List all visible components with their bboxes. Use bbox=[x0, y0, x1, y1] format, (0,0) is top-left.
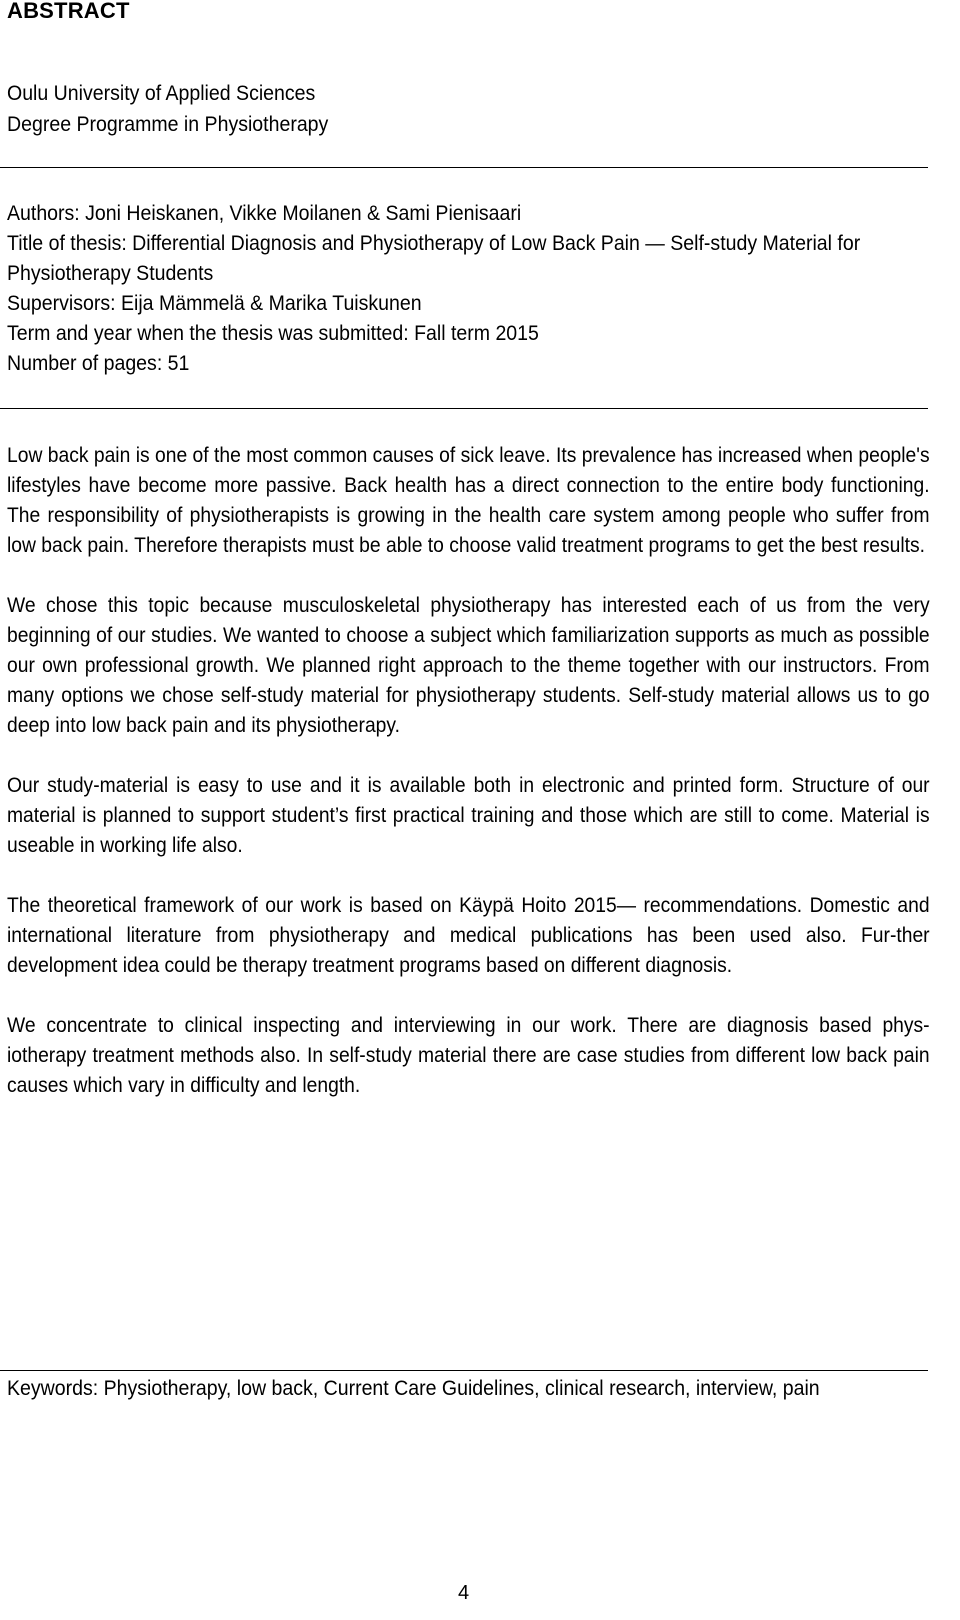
page-count-line: Number of pages: 51 bbox=[7, 352, 190, 375]
abstract-heading: ABSTRACT bbox=[7, 0, 130, 23]
page-number: 4 bbox=[458, 1582, 470, 1604]
institution-block bbox=[7, 78, 328, 140]
university-name: Oulu University of Applied Sciences bbox=[7, 82, 316, 105]
abstract-paragraph: Our study-material is easy to use and it is available both in electronic and printed form. Structure of our material is planned to support student’s first practical training and those which are still to come. Material is useable in working life also. bbox=[7, 774, 930, 857]
abstract-body bbox=[7, 441, 930, 1131]
abstract-paragraph: We concentrate to clinical inspecting and interviewing in our work. There are diagnosis based phys-iotherapy treatment methods also. In self-study material there are case studies from different low back pain causes which vary in difficulty and length. bbox=[7, 1014, 930, 1097]
keywords-line: Keywords: Physiotherapy, low back, Current Care Guidelines, clinical research, interview, pain bbox=[7, 1377, 820, 1400]
supervisors-line: Supervisors: Eija Mämmelä & Marika Tuiskunen bbox=[7, 292, 422, 315]
thesis-metadata bbox=[7, 199, 860, 379]
authors-line: Authors: Joni Heiskanen, Vikke Moilanen & Sami Pienisaari bbox=[7, 202, 522, 225]
abstract-paragraph: The theoretical framework of our work is based on Käypä Hoito 2015— recommendations. Domestic and international literature from physiotherapy and medical publications has been used also. Fur-ther development idea could be therapy treatment programs based on different diagnosis. bbox=[7, 894, 930, 977]
divider-bottom bbox=[0, 1370, 928, 1371]
divider-top bbox=[0, 167, 928, 168]
divider-middle bbox=[0, 408, 928, 409]
abstract-paragraph: We chose this topic because musculoskeletal physiotherapy has interested each of us from the very beginning of our studies. We wanted to choose a subject which familiarization supports as much as possible our own professional growth. We planned right approach to the theme together with our instructors. From many options we chose self-study material for physiotherapy students. Self-study material allows us to go deep into low back pain and its physiotherapy. bbox=[7, 594, 930, 737]
degree-programme: Degree Programme in Physiotherapy bbox=[7, 113, 329, 136]
abstract-paragraph: Low back pain is one of the most common causes of sick leave. Its prevalence has increased when people's lifestyles have become more passive. Back health has a direct connection to the entire body functioning. The responsibility of physiotherapists is growing in the health care system among people who suffer from low back pain. Therefore therapists must be able to choose valid treatment programs to get the best results. bbox=[7, 444, 930, 557]
thesis-title-line-1: Title of thesis: Differential Diagnosis and Physiotherapy of Low Back Pain — Self-study Material for bbox=[7, 232, 861, 255]
term-line: Term and year when the thesis was submitted: Fall term 2015 bbox=[7, 322, 539, 345]
thesis-title-line-2: Physiotherapy Students bbox=[7, 262, 214, 285]
